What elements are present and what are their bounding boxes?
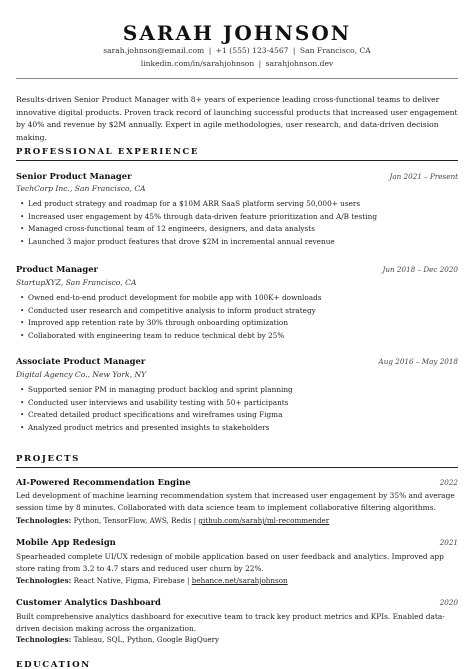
technologies-list: Python, TensorFlow, AWS, Redis (73, 516, 192, 525)
candidate-name: SARAH JOHNSON (122, 21, 352, 45)
job-dates: Jun 2018 – Dec 2020 (382, 265, 458, 274)
job-title: Product Manager (16, 264, 98, 274)
project-link[interactable]: github.com/sarahj/ml-recommender (198, 516, 330, 525)
section-heading-projects (16, 454, 458, 464)
phone-number: +1 (555) 123-4567 (215, 46, 289, 55)
project-title: Mobile App Redesign (16, 537, 116, 547)
job-bullets (20, 198, 450, 248)
technologies-list: React Native, Figma, Firebase (73, 576, 185, 585)
section-divider (16, 160, 458, 161)
project-year: 2021 (439, 538, 458, 547)
list-item: • Collaborated with engineering team to reduce technical debt by 25% (20, 330, 450, 343)
separator: | (208, 46, 212, 55)
technologies-label: Technologies: (16, 516, 72, 525)
project-year: 2022 (439, 478, 458, 487)
job-company: StartupXYZ, San Francisco, CA (16, 278, 137, 287)
job-company: Digital Agency Co., New York, NY (16, 370, 147, 379)
list-item: • Supported senior PM in managing product backlog and sprint planning (20, 384, 450, 397)
job-title: Senior Product Manager (16, 171, 132, 181)
technologies-label: Technologies: (16, 576, 72, 585)
contact-line-1 (0, 44, 474, 57)
section-heading-text: EDUCATION (16, 660, 91, 669)
job-bullets (20, 292, 450, 342)
project-year: 2020 (439, 598, 458, 607)
header-divider (16, 78, 458, 79)
list-item: • Launched 3 major product features that drove $2M in incremental annual revenue (20, 236, 450, 249)
project-technologies (16, 515, 460, 527)
linkedin-link[interactable]: linkedin.com/in/sarahjohnson (140, 59, 255, 68)
list-item: • Created detailed product specifications and wireframes using Figma (20, 409, 450, 422)
section-heading-education (16, 660, 458, 669)
project-description: Led development of machine learning recommendation system that increased user engagement by 35% and average session time by 8 minutes. Collaborated with data science team to implement collaborative filtering algorithms. (16, 491, 455, 513)
section-heading-text: PROFESSIONAL EXPERIENCE (16, 147, 200, 157)
list-item: • Owned end-to-end product development for mobile app with 100K+ downloads (20, 292, 450, 305)
list-item: • Improved app retention rate by 30% through onboarding optimization (20, 317, 450, 330)
professional-summary: Results-driven Senior Product Manager with 8+ years of experience leading cross-functional teams to deliver innovative digital products. Proven track record of launching successful products that increased user engagement by 40% and revenue by $2M annually. Expert in agile methodologies, user research, and data-driven decision making. (16, 95, 458, 142)
project-technologies (16, 634, 460, 646)
separator: | (292, 46, 296, 55)
job-company: TechCorp Inc., San Francisco, CA (16, 184, 146, 193)
separator: | (258, 59, 262, 68)
job-dates: Aug 2016 – May 2018 (378, 357, 458, 366)
list-item: • Led product strategy and roadmap for a $10M ARR SaaS platform serving 50,000+ users (20, 198, 450, 211)
technologies-label: Technologies: (16, 635, 72, 644)
list-item: • Increased user engagement by 45% through data-driven feature prioritization and A/B testing (20, 211, 450, 224)
job-bullets (20, 384, 450, 434)
list-item: • Conducted user research and competitive analysis to inform product strategy (20, 305, 450, 318)
list-item: • Managed cross-functional team of 12 engineers, designers, and data analysts (20, 223, 450, 236)
website-link[interactable]: sarahjohnson.dev (265, 59, 334, 68)
project-description: Spearheaded complete UI/UX redesign of mobile application based on user feedback and analytics. Improved app store rating from 3.2 to 4.7 stars and reduced user churn by 22%. (16, 552, 444, 574)
section-divider (16, 467, 458, 468)
separator: | (187, 576, 190, 585)
section-heading-text: PROJECTS (16, 454, 80, 464)
section-heading-experience (16, 147, 458, 157)
project-title: AI-Powered Recommendation Engine (16, 477, 191, 487)
technologies-list: Tableau, SQL, Python, Google BigQuery (73, 635, 220, 644)
list-item: • Analyzed product metrics and presented insights to stakeholders (20, 422, 450, 435)
separator: | (193, 516, 197, 525)
project-technologies (16, 575, 460, 587)
job-dates: Jan 2021 – Present (389, 172, 458, 181)
email-link[interactable]: sarah.johnson@email.com (103, 46, 205, 55)
contact-line-2 (0, 57, 474, 70)
project-description: Built comprehensive analytics dashboard for executive team to track key product metrics and KPIs. Enabled data-driven decision making across the organization. (16, 612, 445, 634)
job-title: Associate Product Manager (16, 356, 146, 366)
project-title: Customer Analytics Dashboard (16, 597, 161, 607)
list-item: • Conducted user interviews and usability testing with 50+ participants (20, 397, 450, 410)
location: San Francisco, CA (299, 46, 371, 55)
project-link[interactable]: behance.net/sarahjohnson (191, 576, 288, 585)
